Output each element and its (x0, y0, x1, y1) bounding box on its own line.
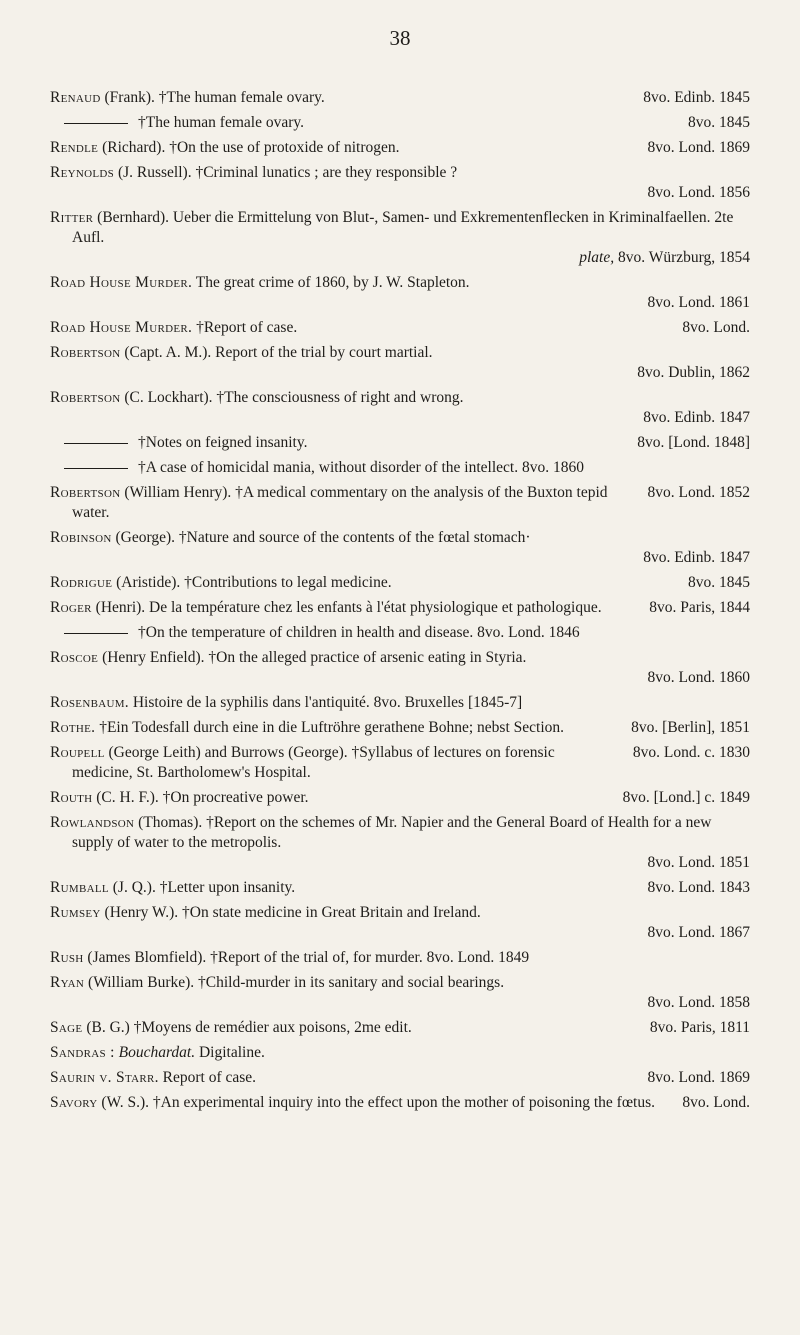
entry-author: Robertson (50, 389, 121, 406)
entry-imprint: 8vo. Lond. (682, 1094, 750, 1111)
entry-imprint (72, 548, 750, 568)
bibliography-list (50, 88, 750, 1118)
entry-title: (Capt. A. M.). Report of the trial by court martial. (120, 344, 433, 361)
entry-author: Savory (50, 1094, 98, 1111)
entry-author: Roscoe (50, 649, 99, 666)
bibliography-entry (50, 208, 750, 268)
bibliography-entry (50, 718, 750, 738)
entry-imprint-text: 8vo. Edinb. 1847 (643, 549, 750, 566)
bibliography-entry (50, 693, 750, 713)
entry-imprint: 8vo. Lond. 1869 (647, 139, 750, 156)
entry-imprint-text: 8vo. Lond. 1856 (647, 184, 750, 201)
entry-author: Robertson (50, 484, 121, 501)
bibliography-entry (50, 598, 750, 618)
entry-title: †On the temperature of children in health and disease. 8vo. Lond. 1846 (138, 624, 580, 641)
bibliography-entry (50, 1093, 750, 1113)
bibliography-entry (50, 528, 750, 568)
entry-title: (Henry W.). †On state medicine in Great Britain and Ireland. (100, 904, 481, 921)
entry-imprint: 8vo. Lond. 1852 (647, 484, 750, 501)
entry-title: †Report of case. (192, 319, 298, 336)
bibliography-entry (50, 458, 750, 478)
entry-title: (William Henry). †A medical commentary on the analysis of the Buxton tepid water. (72, 484, 608, 521)
entry-title: †Ein Todesfall durch eine in die Luftröhre gerathene Bohne; nebst Section. (95, 719, 564, 736)
entry-imprint: 8vo. Lond. 1843 (647, 879, 750, 896)
entry-title: Histoire de la syphilis dans l'antiquité. 8vo. Bruxelles [1845-7] (128, 694, 523, 711)
entry-imprint (72, 408, 750, 428)
entry-imprint (72, 853, 750, 873)
entry-author: Ryan (50, 974, 85, 991)
entry-imprint (72, 923, 750, 943)
entry-author: Road House Murder. (50, 274, 193, 291)
entry-imprint (72, 293, 750, 313)
entry-author: Rush (50, 949, 84, 966)
entry-imprint: 8vo. Lond. 1869 (647, 1069, 750, 1086)
entry-imprint-text: 8vo. Lond. 1861 (647, 294, 750, 311)
bibliography-entry (50, 573, 750, 593)
entry-author: Roupell (50, 744, 105, 761)
bibliography-entry (50, 623, 750, 643)
entry-title: (J. Russell). †Criminal lunatics ; are they responsible ? (114, 164, 458, 181)
entry-title: (Thomas). †Report on the schemes of Mr. Napier and the General Board of Health for a new supply of water to the metropolis. (72, 814, 712, 851)
entry-see-reference: Bouchardat. (114, 1044, 196, 1061)
entry-title: †Notes on feigned insanity. (138, 434, 308, 451)
entry-imprint: 8vo. Paris, 1811 (649, 1019, 750, 1036)
entry-imprint (72, 248, 750, 268)
entry-author: Reynolds (50, 164, 115, 181)
entry-title: (B. G.) †Moyens de remédier aux poisons, 2me edit. (82, 1019, 412, 1036)
bibliography-entry (50, 973, 750, 1013)
entry-author: Sandras : (50, 1044, 115, 1061)
bibliography-entry (50, 648, 750, 688)
entry-author: Rothe. (50, 719, 96, 736)
bibliography-entry (50, 273, 750, 313)
entry-author: Road House Murder. (50, 319, 193, 336)
bibliography-entry (50, 813, 750, 873)
bibliography-entry (50, 1043, 750, 1063)
ditto-rule (64, 468, 128, 469)
entry-imprint (72, 183, 750, 203)
bibliography-entry (50, 1068, 750, 1088)
entry-imprint-text: 8vo. Dublin, 1862 (637, 364, 750, 381)
bibliography-entry (50, 878, 750, 898)
entry-plate-note: plate, (579, 249, 615, 266)
page-number: 38 (389, 26, 411, 50)
entry-imprint (72, 668, 750, 688)
ditto-rule (64, 123, 128, 124)
entry-imprint: 8vo. Paris, 1844 (649, 599, 750, 616)
bibliography-entry (50, 113, 750, 133)
bibliography-entry (50, 483, 750, 523)
entry-title: †A case of homicidal mania, without disorder of the intellect. 8vo. 1860 (138, 459, 584, 476)
entry-title: (W. S.). †An experimental inquiry into the effect upon the mother of poisoning the fœtus. (97, 1094, 655, 1111)
entry-imprint: 8vo. [Lond. 1848] (637, 434, 750, 451)
entry-imprint: 8vo. Edinb. 1845 (643, 89, 750, 106)
entry-author: Roger (50, 599, 92, 616)
entry-title: Report of case. (158, 1069, 257, 1086)
entry-author: Robertson (50, 344, 121, 361)
entry-author: Rosenbaum. (50, 694, 129, 711)
bibliography-entry (50, 743, 750, 783)
entry-title: †The human female ovary. (138, 114, 304, 131)
entry-imprint: 8vo. Lond. (682, 319, 750, 336)
bibliography-entry (50, 948, 750, 968)
bibliography-entry (50, 433, 750, 453)
entry-title: (Henri). De la température chez les enfants à l'état physiologique et pathologique. (91, 599, 602, 616)
entry-author: Rodrigue (50, 574, 113, 591)
bibliography-entry (50, 88, 750, 108)
ditto-rule (64, 443, 128, 444)
entry-title: (William Burke). †Child-murder in its sanitary and social bearings. (84, 974, 505, 991)
entry-imprint: 8vo. 1845 (688, 574, 750, 591)
entry-imprint-text: 8vo. Lond. 1858 (647, 994, 750, 1011)
ditto-rule (64, 633, 128, 634)
entry-title: The great crime of 1860, by J. W. Stapleton. (192, 274, 470, 291)
entry-imprint: 8vo. 1845 (688, 114, 750, 131)
entry-imprint: 8vo. [Lond.] c. 1849 (622, 789, 750, 806)
bibliography-entry (50, 343, 750, 383)
bibliography-entry (50, 163, 750, 203)
bibliography-entry (50, 138, 750, 158)
entry-title: Digitaline. (195, 1044, 265, 1061)
entry-imprint-text: 8vo. Lond. 1860 (647, 669, 750, 686)
entry-author: Ritter (50, 209, 94, 226)
entry-author: Rendle (50, 139, 99, 156)
entry-imprint-text: 8vo. Würzburg, 1854 (614, 249, 750, 266)
entry-title: (J. Q.). †Letter upon insanity. (108, 879, 296, 896)
entry-title: (Bernhard). Ueber die Ermittelung von Blut-, Samen- und Exkrementenflecken in Kriminalfaellen. 2te Aufl. (72, 209, 734, 246)
entry-author: Saurin v. Starr. (50, 1069, 159, 1086)
entry-imprint: 8vo. Lond. c. 1830 (632, 744, 750, 761)
entry-title: (Frank). †The human female ovary. (100, 89, 325, 106)
bibliography-entry (50, 1018, 750, 1038)
entry-title: (George Leith) and Burrows (George). †Syllabus of lectures on forensic medicine, St. Bartholomew's Hospital. (72, 744, 555, 781)
entry-title: (George). †Nature and source of the contents of the fœtal stomach· (111, 529, 531, 546)
entry-imprint: 8vo. [Berlin], 1851 (631, 719, 750, 736)
entry-author: Renaud (50, 89, 101, 106)
entry-imprint-text: 8vo. Lond. 1867 (647, 924, 750, 941)
entry-title: (C. Lockhart). †The consciousness of right and wrong. (120, 389, 464, 406)
entry-imprint-text: 8vo. Lond. 1851 (647, 854, 750, 871)
entry-imprint (72, 993, 750, 1013)
entry-author: Sage (50, 1019, 83, 1036)
entry-title: (Richard). †On the use of protoxide of nitrogen. (98, 139, 400, 156)
entry-imprint (72, 363, 750, 383)
entry-author: Rumsey (50, 904, 101, 921)
entry-author: Robinson (50, 529, 112, 546)
entry-author: Rowlandson (50, 814, 135, 831)
bibliography-entry (50, 788, 750, 808)
entry-title: (Henry Enfield). †On the alleged practice of arsenic eating in Styria. (98, 649, 527, 666)
bibliography-entry (50, 903, 750, 943)
entry-title: (C. H. F.). †On procreative power. (92, 789, 309, 806)
entry-imprint-text: 8vo. Edinb. 1847 (643, 409, 750, 426)
entry-title: (James Blomfield). †Report of the trial of, for murder. 8vo. Lond. 1849 (83, 949, 530, 966)
entry-title: (Aristide). †Contributions to legal medicine. (112, 574, 392, 591)
entry-author: Rumball (50, 879, 109, 896)
bibliography-entry (50, 388, 750, 428)
entry-author: Routh (50, 789, 93, 806)
bibliography-entry (50, 318, 750, 338)
